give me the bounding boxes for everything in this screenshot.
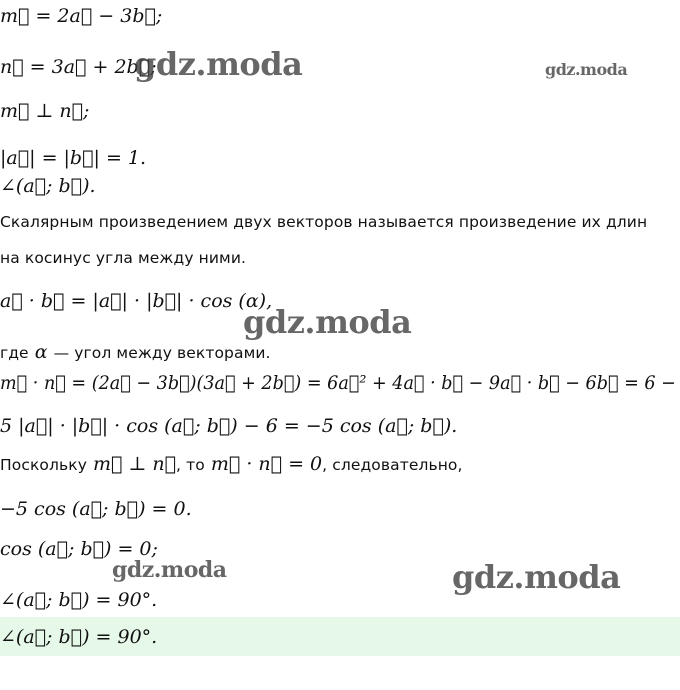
given-line-3: m⃗ ⊥ n⃗; bbox=[0, 100, 90, 122]
watermark-5: gdz.moda bbox=[452, 558, 621, 596]
definition-line-1: Скалярным произведением двух векторов называется произведение их длин bbox=[0, 213, 648, 231]
step-line-1: −5 cos (a⃗; b⃗) = 0. bbox=[0, 498, 192, 520]
since-line bbox=[0, 452, 463, 477]
where-prefix: где bbox=[0, 344, 29, 362]
expansion-line-2: 5 |a⃗| · |b⃗| · cos (a⃗; b⃗) − 6 = −5 cos (a⃗; b⃗). bbox=[0, 415, 458, 437]
step-line-2: cos (a⃗; b⃗) = 0; bbox=[0, 538, 158, 560]
final-answer: ∠(a⃗; b⃗) = 90°. bbox=[0, 626, 158, 648]
given-line-1: m⃗ = 2a⃗ − 3b⃗; bbox=[0, 5, 163, 27]
since-suffix: , следовательно, bbox=[322, 456, 463, 474]
given-line-2: n⃗ = 3a⃗ + 2b⃗; bbox=[0, 56, 157, 78]
alpha-symbol: α bbox=[34, 341, 48, 363]
alpha-explanation bbox=[0, 340, 271, 365]
since-prefix: Поскольку bbox=[0, 456, 87, 474]
watermark-4: gdz.moda bbox=[112, 557, 227, 583]
since-product: m⃗ · n⃗ = 0 bbox=[210, 453, 323, 475]
watermark-2: gdz.moda bbox=[545, 60, 628, 79]
watermark-3: gdz.moda bbox=[243, 303, 412, 341]
where-rest: — угол между векторами. bbox=[53, 344, 271, 362]
step-line-3: ∠(a⃗; b⃗) = 90°. bbox=[0, 589, 158, 611]
since-middle: , то bbox=[176, 456, 205, 474]
given-line-4: |a⃗| = |b⃗| = 1. bbox=[0, 147, 147, 169]
expansion-line-1: m⃗ · n⃗ = (2a⃗ − 3b⃗)(3a⃗ + 2b⃗) = 6a⃗² + 4a⃗ · b⃗ − 9a⃗ · b⃗ − 6b⃗ = 6 − bbox=[0, 372, 676, 394]
scalar-product-formula: a⃗ · b⃗ = |a⃗| · |b⃗| · cos (α), bbox=[0, 290, 273, 312]
given-line-5: ∠(a⃗; b⃗). bbox=[0, 175, 96, 197]
definition-line-2: на косинус угла между ними. bbox=[0, 249, 247, 267]
since-perpendicular: m⃗ ⊥ n⃗ bbox=[93, 453, 177, 475]
watermark-1: gdz.moda bbox=[134, 45, 303, 83]
